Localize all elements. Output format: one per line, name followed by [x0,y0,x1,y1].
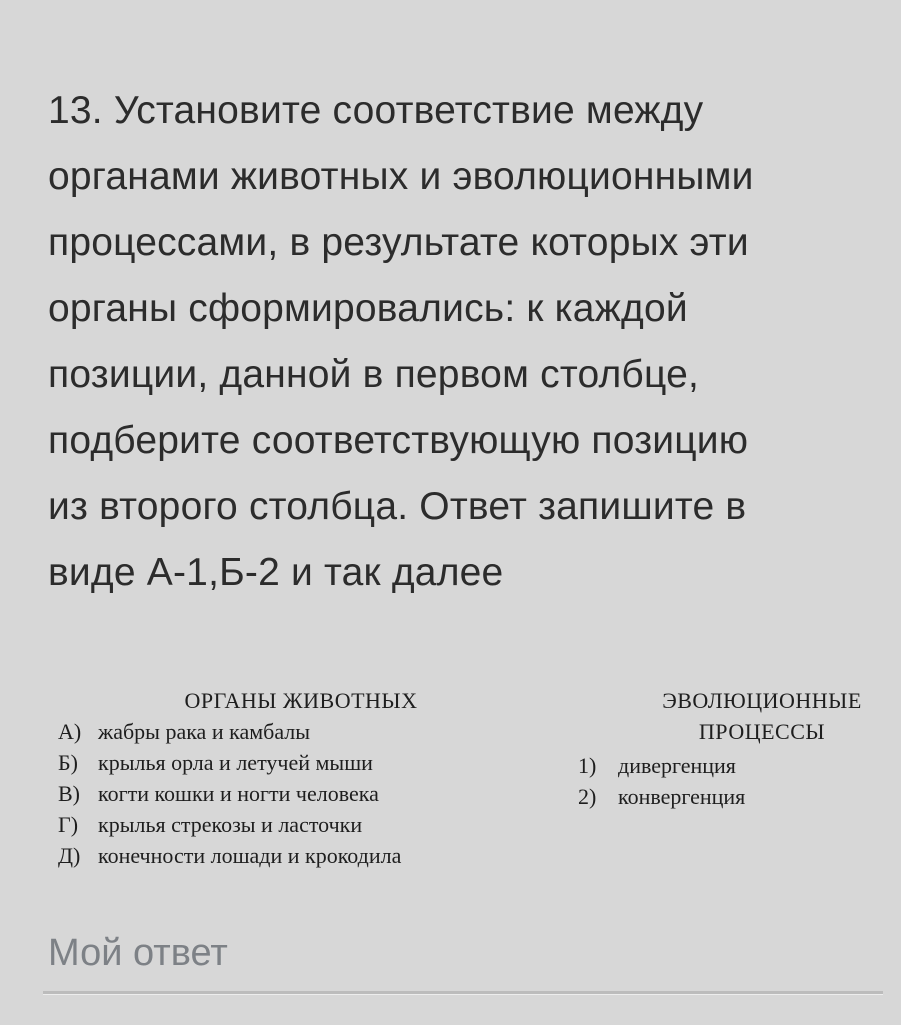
item-text: жабры рака и камбалы [98,719,311,744]
evolution-processes-list [578,750,888,812]
animal-organs-header: ОРГАНЫ ЖИВОТНЫХ [184,688,418,713]
item-text: крылья орла и летучей мыши [98,750,373,775]
animal-organs-list [58,716,458,871]
question-line: подберите соответствующую позицию [48,419,749,462]
item-letter: Д) [58,843,81,868]
animal-organs-column [58,685,458,871]
list-item [578,750,888,781]
question-line: виде А-1,Б-2 и так далее [48,551,504,594]
evolution-processes-header-line1: ЭВОЛЮЦИОННЫЕ [662,688,862,713]
item-letter: А) [58,719,82,744]
list-item [58,809,458,840]
list-item [578,781,888,812]
question-line: органы сформировались: к каждой [48,287,688,330]
question-line: позиции, данной в первом столбце, [48,353,699,396]
list-item [58,747,458,778]
answer-field-container [43,918,883,994]
question-line: процессами, в результате которых эти [48,221,749,264]
evolution-processes-header-line2: ПРОЦЕССЫ [698,719,826,744]
item-letter: Б) [58,750,78,775]
question-line: органами животных и эволюционными [48,155,754,198]
list-item [58,716,458,747]
question-line: из второго столбца. Ответ запишите в [48,485,747,528]
item-text: когти кошки и ногти человека [98,781,379,806]
evolution-processes-column [578,685,888,812]
item-number: 2) [578,784,597,809]
item-text: конвергенция [618,784,746,809]
item-text: крылья стрекозы и ласточки [98,812,363,837]
question-line: 13. Установите соответствие между [48,89,704,132]
list-item [58,778,458,809]
matching-table-image [0,685,901,880]
list-item [58,840,458,871]
question-text [48,78,878,606]
item-text: конечности лошади и крокодила [98,843,402,868]
item-number: 1) [578,753,597,778]
answer-input[interactable] [43,918,883,994]
item-letter: В) [58,781,80,806]
item-letter: Г) [58,812,79,837]
item-text: дивергенция [618,753,736,778]
